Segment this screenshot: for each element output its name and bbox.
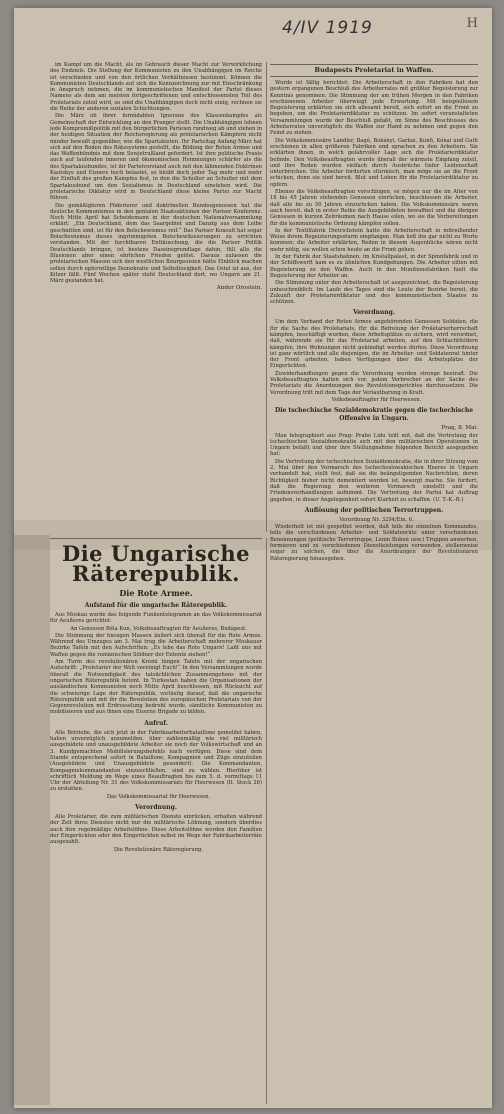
left-column-raterepublik-article [50, 538, 267, 1104]
author-signature: Andor Orostein. [216, 285, 262, 292]
section-title: Aufstand für die ungarische Räterepublik. [84, 602, 228, 609]
right-column [270, 62, 478, 1104]
section-signature: Die Revolutionäre Räteregierung. [113, 846, 204, 853]
paragraph: Man telegraphiert aus Prag: Prabo Lidu teilt mit, daß die Vertretung der tschechischen Sozialdemokratie sich mit den militärischen Operationen in Ungarn befaßt und über ihre Stellungnahme folgenden Bericht ausgegeben hat: [270, 432, 478, 458]
paragraph: Um dem Verband der Roten Armee angehörenden Genossen Soldaten, die für die Sache des Proletariats, für die Befreiung der Proletarierherrschaft kämpfen, beschäftigt wurden, diese Arbeitsplätze zu sichern, wird verordnet, daß, währende sie für das Proletariat arbeiten, auf den Schlachtfeldern kämpfen, ihre Wohnungen nicht gekündigt werden dürfen. Diese Verordnung ist ganz wörtlich und alle diejenigen, die im Arbeiter- und Soldatenrat hinter der Front arbeiten, haben Verfügungen über die Arbeitsplätze der Eingerückten. [270, 319, 478, 370]
section-title: Auflösung der politischen Terrortruppen. [304, 506, 444, 514]
paragraph: Die März ob ihrer formidablen Ignoranz des Klassenkampfes als Gemeinschaft der Entwicklung an den Pranger stellt. Die Unabhängigen lehnen jede Kompromißpolitik mit den bürgerlichen Parteien rundweg ab und stehen in der heutigen Situation der Reichsregierung als proletarischen Kämpfern nicht minder bewußt gegenüber, wie die Spartakisten. Ihr Parteitag Anfang März hat sich auf den Boden des Rätesystems gestellt, die Bildung der Roten Armee und das Waffenbündnis mit dem Sowjetrußland gefordert. Ist ihre politische Praxis auch auf laufenden inneren und ökonomischen Hemmungen schärfer als die des Spartakusbundes, ist ihr Parteivorstand auch mit den lähmenden Doktrinen Kautskys und Eisners hoch belastet, so bleibt doch jeder Tag mehr und mehr der Einfluß des großen Kampfes fest, in den die Schulter an Schulter mit dem Spartakusbund um den Sozialismus in Deutschland einstehen wird. Die proletarische Diktatur wird in Deutschland diese kleine Partei zur Macht führen. [50, 113, 262, 202]
main-headline: Die Ungarische Räterepublik. [61, 541, 250, 586]
paragraph: Zuwiderhandlungen gegen die Verordnung werden strenge bestraft. Die Volksbeauftragten halten sich vor, jedem Verbrecher an der Sache des Proletariats die Anordnungen des Revolutionsgerichtes durchzusetzen. Die Verordnung tritt mit dem Tage der Verlautbarung in Kraft. [270, 370, 478, 396]
section-title: Verordnung. [135, 804, 177, 812]
sub-headline: Die Rote Armee. [119, 588, 193, 598]
section-signature: Das Volkskommissariat für Heerwesen. [106, 793, 211, 800]
paragraph: Die Stimmung der hiesigen Massen äußert sich überall für die Rote Armee. Während des Umzuges am 3. Mai trug die Arbeiterschaft mehrerer Moskauer Bezirke Tafeln mit den Aufschriften: „Es lebe das Rote Ungarn! Laßt uns mit Waffen gegen die rumänischen Söldner der Entente ziehen!“ [50, 632, 262, 658]
handwritten-date: 4/IV 1919 [282, 18, 373, 38]
paragraph: Aus Moskau wurde das folgende Funkentelegramm an das Volkskommissariat für Aeußeres gerichtet: [50, 612, 262, 625]
left-column-upper-article [50, 62, 267, 532]
section-subtitle: Verordnung Nr. 3294/Ein. 6. [339, 516, 414, 523]
paragraph: Ebenso die Volksbeauftragten vorschlugen, es mögen nur die im Alter von 18 bis 45 Jahren stehenden Genossen einrücken, beschlossen die Arbeiter, daß alle bis zu 50 Jahren einzurücken haben. Die Volkskommissäre waren auch bereit, daß in erster Reihe die Ausgebildeten bewaffnet und die übrigen Genossen in kurzen Zeiträumen nach Hause eilen, wo sie die Vorbereitungen für die kommunistische Ordnung kämpfen sollen. [270, 189, 478, 227]
paragraph: Alle Betriebe, die sich jetzt in der Fabriksarbeiterbataillone gemeldet haben, haben unverzüglich anzumelden, über zahlenmäßig wie viel militärisch ausgebildete und unausgebildete Arbeiter sie noch der Volkswirtschaft und an 3. Kundgemachten Mobilisierungsbefehls nach verfügen. Diese sind dem Stande entsprechend sofort in Bataillone, Kompagnien und Züge einzuteilen (Ausgebildete und Unausgebildete gesondert). Die Kommandanten, Kompagniekommandanten einzuschließen, sind zu wählen. Hierüber ist schriftlich Meldung im Wege eines Beauftragten bis zum 5. d. vormittags 11 Uhr der Abteilung Nr. 31 des Volkskommissariats für Heerwesen (II. Stock 26) zu erstatten. [50, 729, 262, 793]
column-headline: Budapests Proletariat in Waffen. [270, 64, 478, 77]
paragraph: Die Stimmung unter den Arbeiterschaft ist ausgezeichnet, die Begeisterung unbeschreiblich. Im Laufe des Tages sind die Leute der Bezirke bereit, die Zukunft der Proletarierdiktatur und des kommunistischen Staates zu schützen. [270, 280, 478, 306]
paragraph: Wurde ist fällig berichtet: Die Arbeiterschaft in den Fabriken hat den gestern ergangenen Beschluß des Arbeiterrates mit größter Begeisterung zur Kenntnis genommen. Die Stimmung der am frühen Morgen in den Fabriken erschienenen Arbeiter überwiegt jede Erwartung. Mit beispiellosem Begeisterung erklärten sie sich allesamt bereit, sich sofort an die Front zu begeben, um die Proletarierdiktatur zu schützen. Im sofort veranstalteten Versammlungen wurde der Beschluß gefaßt, im Sinne des Beschlusses des Arbeiterrates unverzüglich die Waffen zur Hand zu nehmen und gegen den Feind zu ziehen. [270, 80, 478, 137]
paragraph: im Kampf um die Macht, als im Gebrauch dieser Macht zur Verwirklichung des Endziels. Die Stellung der Kommunisten zu den Unabhängigen im Reiche ist verschieden und von den örtlichen Verhältnissen bestimmt. Können die Kommunisten Deutschlands auf sich die Kennzeichnung zur mit Einschränkung in Anspruch nehmen, die im kommunistischen Manifest der Partei dieses Namens als dem am meisten fortgeschrittenen und entschlossensten Teil des Proletariats zuteil wird, so sind die Unabhängigen doch nicht einig, rechnen sie die Reihe der anderen sozialen Schichtungen. [50, 62, 262, 113]
paragraph: In der Fabrik der Staatsbahnen, im Kristallpalast, in der Spinnfabrik und in der Schiffswerft kam es zu ähnlichen Kundgebungen. Die Arbeiter eilten mit Begeisterung zu den Waffen. Auch in den Munitionsfabriken hielt die Begeisterung der Arbeiter an. [270, 254, 478, 279]
paragraph: Am Turm des revolutionären Kreml hingen Tafeln mit der ungarischen Aufschrift: „Proletarier der Welt vereinigt Euch!“ In den Versammlungen wurde überall die Notwendigkeit des tatsächlichen Zusammengehens mit der ungarischen Räterepublik betont. In Turkestan haben die Organisationen der ausländischen Kommunisten noch Mitte April beschlossen, mit Rücksicht auf die schwierige Lage der Räterepublik, vorläufig darauf, daß die ungarische Räterepublik und mit ihr die Revolution des europäischen Proletariats von der Gegenrevolution mit Erdrosselung bedroht wurde, sämtliche Kommunisten zu mobilisieren und aus ihnen eine Eiserne Brigade zu bilden. [50, 659, 262, 716]
paragraph: Die Vertretung der tschechischen Sozialdemokratie, die in ihrer Sitzung vom 2. Mai über den Vormarsch des tschechoslowakischen Heeres in Ungarn verhandelt hat, stellt fest, daß sie die beängstigenden Nachrichten, deren Richtigkeit bisher nicht dementiert worden ist, besorgt mache. Sie fordert, daß die Regierung den weiteren Vormarsch einstellt und die Friedensverhandlungen aufnimmt. Die Vertretung der Partei hat Auftrag gegeben, in dieser Angelegenheit sofort Klarheit zu schaffen. (U. T.-K.-B.) [270, 458, 478, 503]
paragraph: Die gemäßigteren Föderierer und doktrinellen Bundesgenossen hat die deutsche Kommunismus in den genialen Staatsaktionen der Pariser Konferenz. Noch Mitte April hat Scheidemann in der deutschen Nationalversammlung erklärt: „Ein Deutschland, dem das Saargebiet und Danzig aus dem Leibe geschnitten sind, ist für den Bolschewismus reif.“ Das Pariser Konsult hat sogar Bolschewismus dieses ingrimmigsten Bolschewikisierungen zu errichten verstanden. Mit der furchtbaren Enttäuschung, die die Pariser Politik Deutschlands bringen, ist bestens Daseinsgrundlage dahin, füll alle die Illusionen aber einen ehrlichen Frieden gelöst. Daraus zulassen die proletarischen Massen sich den westlichen Bourgeoisien hätte Einblick machen sollen durch opferwillige Demokratie und Selbstlosigkeit. Das Ostel ist aus, der Kitzer fällt. Fünf Wochen später steht Deutschland dort, wo Ungarn am 21. März gestanden hat. [50, 202, 262, 285]
section-title: Verordnung. [353, 309, 395, 317]
paragraph: An Genossen Béla Kun, Volksbeauftragten für Aeußeres, Budapest. [70, 625, 247, 632]
paragraph: In der Textilfabrik Dietrichstein hatte die Arbeiterschaft in mitreißender Weise ihrem Begeisterungssturm empfangen. Man ließ ihn gar nicht zu Worte kommen; die Arbeiter erklärten, Reden in diesem Augenblicke wären nicht mehr nötig, sie wollen schon heute an die Front gehen. [270, 227, 478, 253]
section-signature: Volksbeauftragter für Heerwesen. [331, 396, 422, 403]
section-title: Aufruf. [144, 719, 168, 727]
dateline: Prag, 8. Mai. [441, 425, 478, 432]
corner-mark: H [466, 16, 478, 31]
paragraph: Wiederholt ist mit gespottet worden, daß teils die einzelnen Kommandos, teils die verschiedenen Arbeiter- und Soldatenräte unter verschiedenen Benennungen (politische Terrortruppe, Lenin Buben usw.) Truppen anwerben, formieren und zu verschiedenen Dienstleistungen verwenden, stellenweise sogar zu solchen, die über die Anordnungen der Revolutionären Räteregierung hinausgehen. [270, 524, 478, 562]
paragraph: Die Volkskommissäre Landler, Bagó, Bokányi, Garbai, Kunfi, Kónai und Guth erschienen in allen größeren Fabriken und sprachen zu den Arbeitern. Sie erklärten ihnen, in welch gefahrvoller Lage sich die Proletarierdiktatur befinde. Den Volksbeauftragten wurde überall der wärmste Empfang zuteil, und ihre Reden wurden vielfach durch Ausbrüche tiefer Leidenschaft unterbrochen. Die Arbeiter forderten stürmisch, man möge sie an die Front schicken, denn sie sind bereit, Blut und Leben für die Proletarierdiktatur zu opfern. [270, 137, 478, 188]
torn-margin [14, 535, 50, 1105]
section-title: Die tschechische Sozialdemokratie gegen die tschechische Offensive in Ungarn. [274, 407, 474, 423]
paragraph: Alle Proletarier, die zum militärischen Dienste einrücken, erhalten während der Zeit ihres Dienstes nicht nur die militärische Löhnung, sondern überdies auch ihre regelmäßige Arbeitslöhne. Diese Arbeitslöhne werden den Familien der Eingerückten oder den Eingerückten selbst im Wege der Fabrikarbeiterräte ausgezahlt. [50, 814, 262, 846]
